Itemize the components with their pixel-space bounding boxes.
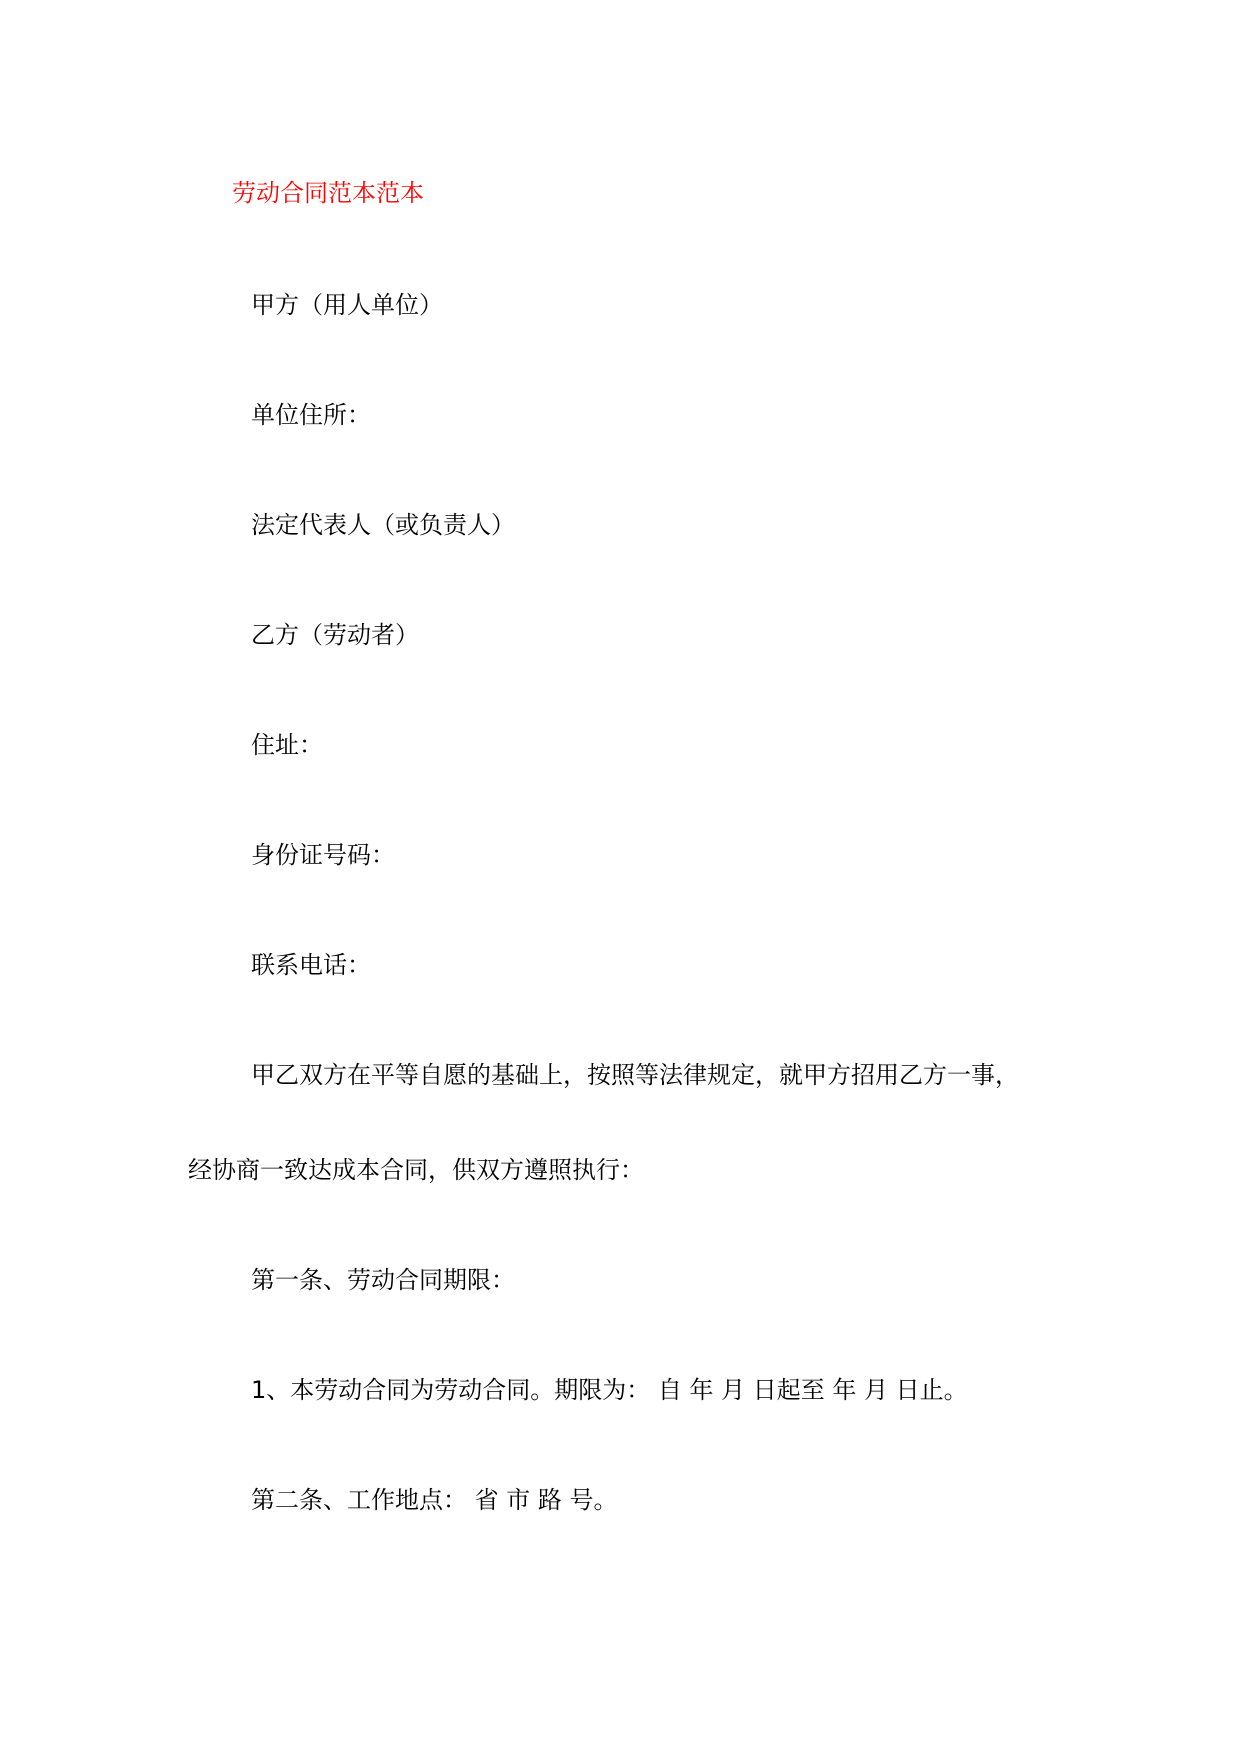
phone-label: 联系电话： <box>251 951 371 979</box>
document-title: 劳动合同范本范本 <box>232 179 424 207</box>
legal-representative-label: 法定代表人（或负责人） <box>251 511 515 539</box>
party-a-heading: 甲方（用人单位） <box>251 291 443 319</box>
article-1-heading: 第一条、劳动合同期限： <box>251 1266 515 1294</box>
preamble-line-1: 甲乙双方在平等自愿的基础上，按照等法律规定，就甲方招用乙方一事， <box>251 1061 1019 1089</box>
party-a-address-label: 单位住所： <box>251 401 371 429</box>
id-number-label: 身份证号码： <box>251 841 395 869</box>
preamble-line-2: 经协商一致达成本合同，供双方遵照执行： <box>188 1156 644 1184</box>
party-b-address-label: 住址： <box>251 731 323 759</box>
article-2-heading: 第二条、工作地点： 省 市 路 号。 <box>251 1486 618 1514</box>
article-1-clause-1: 1、本劳动合同为劳动合同。期限为： 自 年 月 日起至 年 月 日止。 <box>251 1376 968 1404</box>
party-b-heading: 乙方（劳动者） <box>251 621 419 649</box>
